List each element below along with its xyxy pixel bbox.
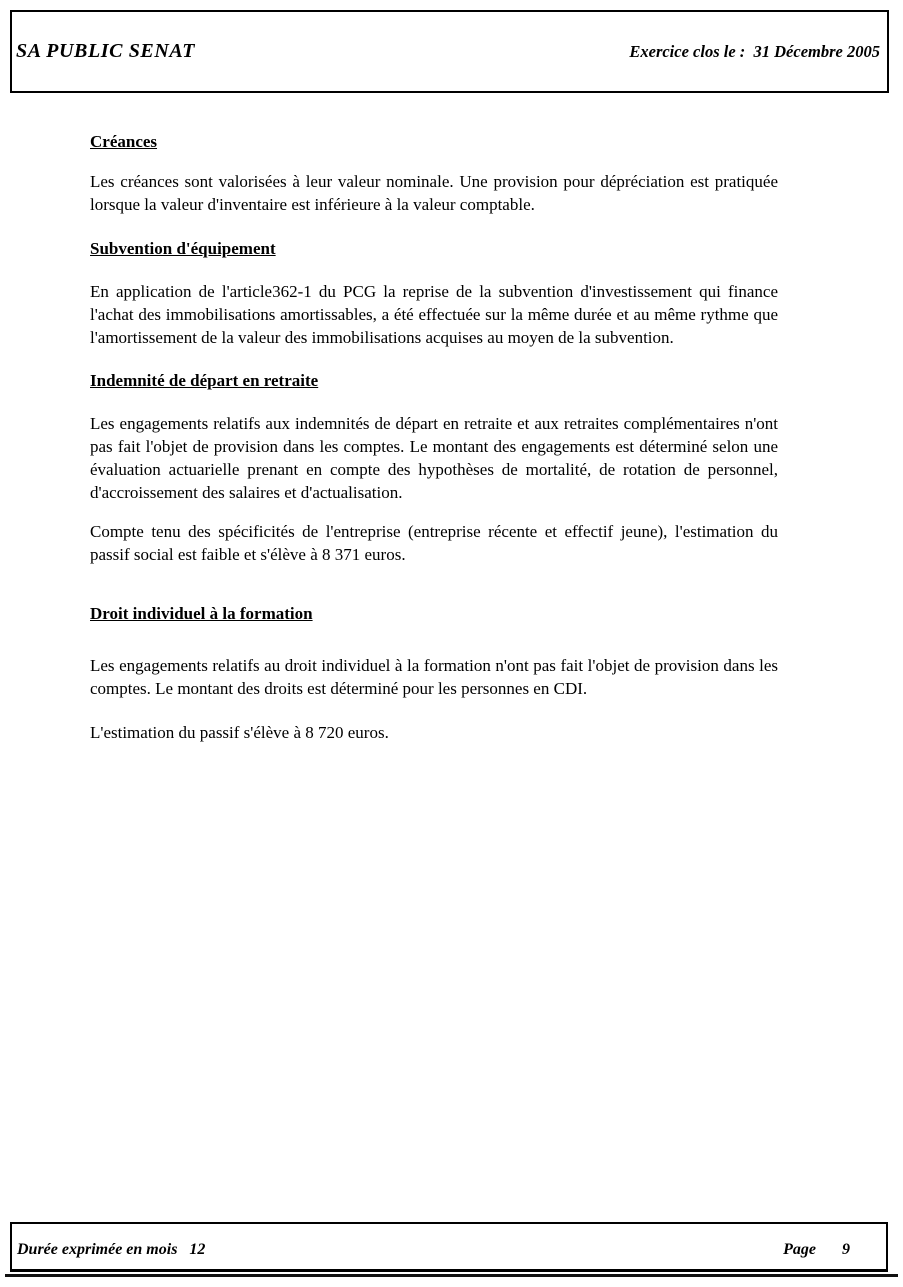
paragraph: Compte tenu des spécificités de l'entreprise (entreprise récente et effectif jeune), l'estimation du passif social est faible et s'élève à 8 371 euros.	[90, 522, 778, 564]
company-name: SA PUBLIC SENAT	[16, 40, 196, 62]
section-heading-droit-formation: Droit individuel à la formation	[90, 604, 313, 623]
section-heading-subvention: Subvention d'équipement	[90, 239, 276, 258]
paragraph: Les engagements relatifs au droit individuel à la formation n'ont pas fait l'objet de provision dans les comptes. Le montant des droits est déterminé pour les personnes en CDI.	[90, 656, 778, 698]
page-number: 9	[842, 1240, 850, 1258]
paragraph: Les engagements relatifs aux indemnités de départ en retraite et aux retraites complémentaires n'ont pas fait l'objet de provision dans les comptes. Le montant des engagements est déterminé selon une évaluation actuarielle prenant en compte des hypothèses de mortalité, de rotation de personnel, d'accroissement des salaires et d'actualisation.	[90, 414, 778, 502]
scan-artifact-line	[5, 1274, 898, 1277]
document-body	[90, 0, 778, 744]
page-indicator	[783, 1241, 850, 1259]
exercise-close-date: Exercice clos le : 31 Décembre 2005	[629, 41, 880, 61]
paragraph: L'estimation du passif s'élève à 8 720 euros.	[90, 723, 389, 742]
section-heading-creances: Créances	[90, 132, 158, 151]
page-footer-box	[10, 1222, 888, 1272]
paragraph: Les créances sont valorisées à leur valeur nominale. Une provision pour dépréciation est pratiquée lorsque la valeur d'inventaire est inférieure à la valeur comptable.	[90, 172, 778, 214]
paragraph: En application de l'article362-1 du PCG la reprise de la subvention d'investissement qui finance l'achat des immobilisations amortissables, a été effectuée sur la même durée et au même rythme que l'amortissement de la valeur des immobilisations acquises au moyen de la subvention.	[90, 282, 778, 347]
page-label: Page	[783, 1240, 816, 1258]
duration-note: Durée exprimée en mois 12	[17, 1240, 206, 1258]
section-heading-indemnite-retraite: Indemnité de départ en retraite	[90, 371, 319, 390]
